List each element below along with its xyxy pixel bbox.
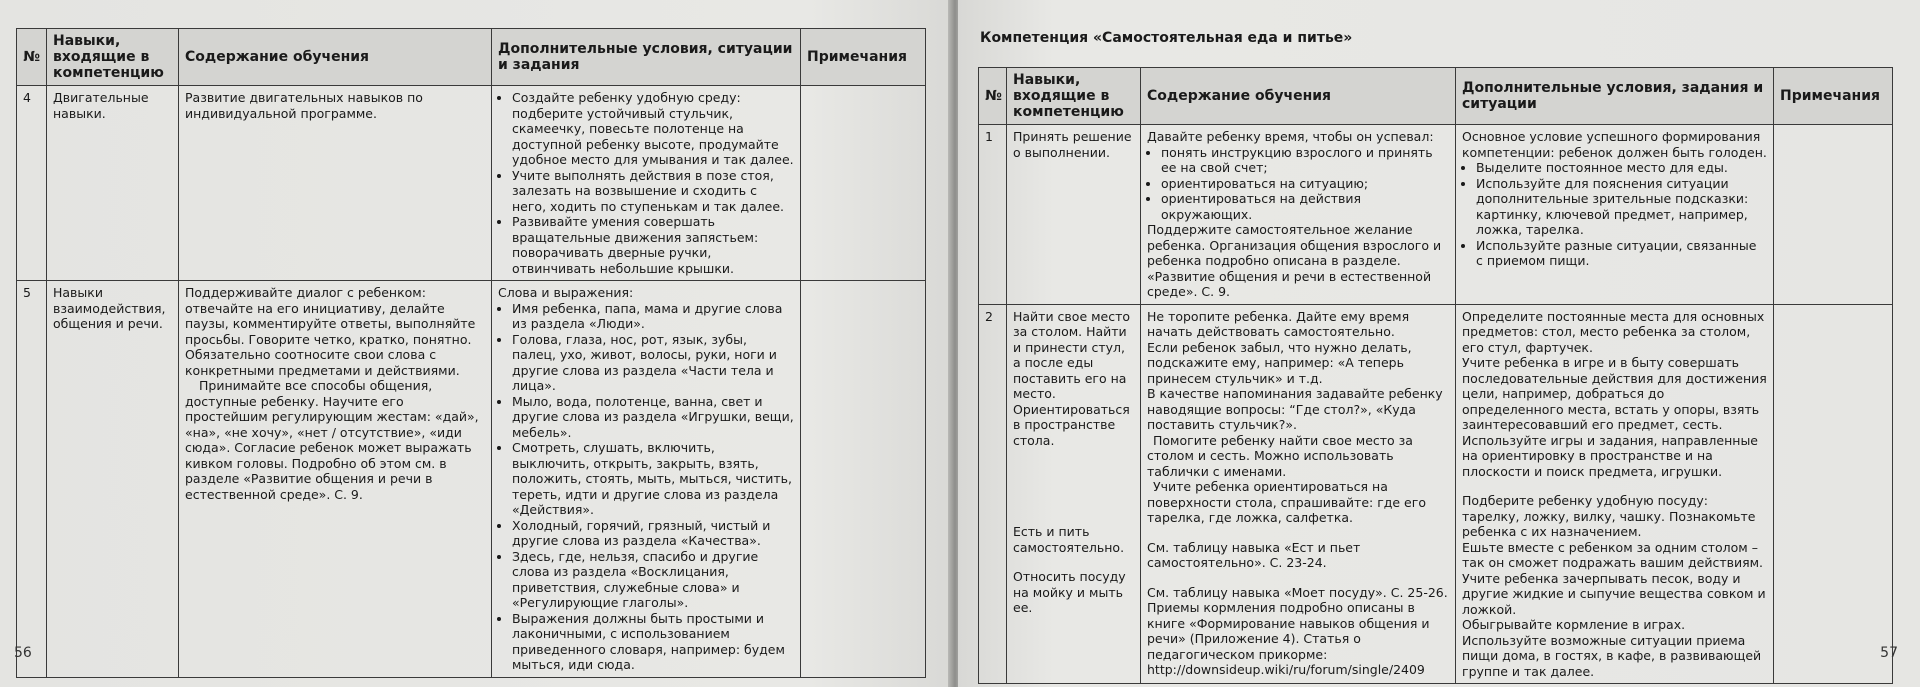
row-content: Развитие двигательных навыков по индивидуальной программе. bbox=[179, 86, 492, 281]
paragraph: Помогите ребенку найти свое место за столом и сесть. Можно использовать таблички с именами. bbox=[1147, 432, 1413, 479]
header-content: Содержание обучения bbox=[1141, 68, 1456, 125]
right-page bbox=[958, 0, 1920, 687]
paragraph: Используйте игры и задания, направленные на ориентировку в пространстве и на плоскости и поиск предмета, игрушки. bbox=[1462, 432, 1759, 479]
paragraph: Учите ребенка в игре и в быту совершать последовательные действия для достижения цели, например, добраться до определенного места, встать у опоры, взять заинтересовавший его предмет, сесть. bbox=[1462, 355, 1767, 432]
page-number: 57 bbox=[1880, 645, 1898, 661]
list-item: • ориентироваться на действия окружающих. bbox=[1161, 191, 1449, 222]
skills-table-right bbox=[978, 67, 1893, 684]
list-item: • Выражения должны быть простыми и лаконичными, с использованием приведенного словаря, например: будем мыться, иди сюда. bbox=[512, 611, 794, 673]
list-item: • Учите выполнять действия в позе стоя, залезать на возвышение и сходить с него, ходить по ступенькам и так далее. bbox=[512, 168, 794, 215]
table-row bbox=[17, 86, 926, 281]
row-content bbox=[1141, 304, 1456, 684]
header-num: № bbox=[979, 68, 1007, 125]
row-conditions bbox=[492, 281, 801, 678]
header-num: № bbox=[17, 29, 47, 86]
left-page bbox=[0, 0, 952, 687]
skill-text: Есть и пить самостоятельно. bbox=[1013, 524, 1125, 555]
paragraph: Не торопите ребенка. Дайте ему время начать действовать самостоятельно. bbox=[1147, 308, 1410, 339]
table-header-row bbox=[17, 29, 926, 86]
paragraph: Определите постоянные места для основных предметов: стол, место ребенка за столом, его стул, фартучек. bbox=[1462, 308, 1765, 355]
list-item: • Создайте ребенку удобную среду: подберите устойчивый стульчик, скамеечку, повесьте полотенце на доступной ребенку высоте, продумайте удобное место для умывания и так далее. bbox=[512, 90, 794, 168]
header-skill: Навыки, входящие в компетенцию bbox=[1007, 68, 1141, 125]
row-skill: Принять решение о выполнении. bbox=[1007, 125, 1141, 305]
paragraph: Используйте возможные ситуации приема пищи дома, в гостях, в кафе, в развивающей группе и так далее. bbox=[1462, 632, 1762, 679]
conditions-intro: Слова и выражения: bbox=[498, 285, 634, 300]
paragraph: Ешьте вместе с ребенком за одним столом – так он сможет подражать вашим действиям. Учите ребенка зачерпывать песок, воду и другие жидкие и сыпучие вещества совком и ложкой. bbox=[1462, 539, 1766, 617]
paragraph: Учите ребенка ориентироваться на поверхности стола, спрашивайте: где его тарелка, где ложка, салфетка. bbox=[1147, 479, 1426, 525]
row-num: 4 bbox=[17, 86, 47, 281]
row-notes bbox=[1774, 125, 1893, 305]
row-content bbox=[179, 281, 492, 678]
paragraph: Поддерживайте диалог с ребенком: отвечайте на его инициативу, делайте паузы, комментируйте ответы, выполняйте просьбы. Говорите четко, кратко, понятно. Обязательно соотносите свои слова с конкретными предметами и действиями. bbox=[185, 285, 476, 378]
row-num: 2 bbox=[979, 304, 1007, 684]
paragraph: Подберите ребенку удобную посуду: тарелку, ложку, вилку, чашку. Познакомьте ребенка с их назначением. bbox=[1462, 493, 1756, 539]
row-num: 1 bbox=[979, 125, 1007, 305]
list-item: • Имя ребенка, папа, мама и другие слова из раздела «Люди». bbox=[512, 301, 794, 332]
header-content: Содержание обучения bbox=[179, 29, 492, 86]
header-skill: Навыки, входящие в компетенцию bbox=[47, 29, 179, 86]
row-skill bbox=[1007, 304, 1141, 684]
page-number: 56 bbox=[14, 645, 32, 661]
header-notes: Примечания bbox=[1774, 68, 1893, 125]
skill-text: Найти свое место за столом. Найти и принести стул, а после еды поставить его на место. Ориентироваться в пространстве стола. bbox=[1013, 308, 1131, 448]
table-row bbox=[979, 125, 1893, 305]
header-conditions: Дополнительные условия, ситуации и задания bbox=[492, 29, 801, 86]
table-row bbox=[17, 281, 926, 678]
row-num: 5 bbox=[17, 281, 47, 678]
list-item: • Выделите постоянное место для еды. bbox=[1476, 160, 1767, 176]
row-skill: Навыки взаимодействия, общения и речи. bbox=[47, 281, 179, 678]
paragraph: См. таблицу навыка «Ест и пьет самостоятельно». С. 23-24. bbox=[1147, 539, 1361, 570]
list-item: • Смотреть, слушать, включить, выключить, открыть, закрыть, взять, положить, стоять, мыть, мыться, чистить, тереть, идти и другие слова из раздела «Действия». bbox=[512, 440, 794, 518]
content-intro: Давайте ребенку время, чтобы он успевал: bbox=[1147, 129, 1434, 144]
row-notes bbox=[1774, 304, 1893, 684]
table-header-row bbox=[979, 68, 1893, 125]
conditions-intro: Основное условие успешного формирования компетенции: ребенок должен быть голоден. bbox=[1462, 129, 1767, 160]
paragraph: В качестве напоминания задавайте ребенку наводящие вопросы: “Где стол?», «Куда поставить стульчик?». bbox=[1147, 386, 1443, 432]
list-item: • Развивайте умения совершать вращательные движения запястьем: поворачивать дверные ручки, отвинчивать небольшие крышки. bbox=[512, 214, 794, 276]
list-item: • Используйте разные ситуации, связанные с приемом пищи. bbox=[1476, 238, 1767, 269]
list-item: • Мыло, вода, полотенце, ванна, свет и другие слова из раздела «Игрушки, вещи, мебель». bbox=[512, 394, 794, 441]
list-item: • Здесь, где, нельзя, спасибо и другие слова из раздела «Восклицания, приветствия, служебные слова» и «Регулирующие глаголы». bbox=[512, 549, 794, 611]
list-item: • Голова, глаза, нос, рот, язык, зубы, палец, ухо, живот, волосы, руки, ноги и другие слова из раздела «Части тела и лица». bbox=[512, 332, 794, 394]
row-content bbox=[1141, 125, 1456, 305]
skills-table-left bbox=[16, 28, 926, 678]
row-conditions bbox=[492, 86, 801, 281]
header-notes: Примечания bbox=[801, 29, 926, 86]
list-item: • понять инструкцию взрослого и принять ее на свой счет; bbox=[1161, 145, 1449, 176]
list-item: • ориентироваться на ситуацию; bbox=[1161, 176, 1449, 192]
row-conditions bbox=[1456, 125, 1774, 305]
table-row bbox=[979, 304, 1893, 684]
header-conditions: Дополнительные условия, задания и ситуации bbox=[1456, 68, 1774, 125]
row-notes bbox=[801, 281, 926, 678]
paragraph: См. таблицу навыка «Моет посуду». С. 25-26. Приемы кормления подробно описаны в книге «Формирование навыков общения и речи» (Приложение 4). Статья о педагогическом прикорме: http://downsideup.wiki/ru/forum/single/2409 bbox=[1147, 584, 1448, 677]
skill-text: Относить посуду на мойку и мыть ее. bbox=[1013, 569, 1126, 615]
competence-title: Компетенция «Самостоятельная еда и питье» bbox=[980, 30, 1353, 46]
row-conditions bbox=[1456, 304, 1774, 684]
paragraph: Если ребенок забыл, что нужно делать, подскажите ему, например: «А теперь принесем стульчик» и т.д. bbox=[1147, 339, 1412, 386]
row-notes bbox=[801, 86, 926, 281]
paragraph: Принимайте все способы общения, доступные ребенку. Научите его простейшим регулирующим жестам: «дай», «на», «не хочу», «нет / отсутствие», «иди сюда». Согласие ребенок может выражать кивком головы. Подробно об этом см. в разделе «Развитие общения и речи в естественной среде». С. 9. bbox=[185, 378, 479, 502]
list-item: • Холодный, горячий, грязный, чистый и другие слова из раздела «Качества». bbox=[512, 518, 794, 549]
row-skill: Двигательные навыки. bbox=[47, 86, 179, 281]
content-outro: Поддержите самостоятельное желание ребенка. Организация общения взрослого и ребенка подробно описана в разделе. «Развитие общения и речи в естественной среде». С. 9. bbox=[1147, 222, 1442, 299]
paragraph: Обыгрывайте кормление в играх. bbox=[1462, 617, 1686, 632]
list-item: • Используйте для пояснения ситуации дополнительные зрительные подсказки: картинку, ключевой предмет, например, ложка, тарелка. bbox=[1476, 176, 1767, 238]
